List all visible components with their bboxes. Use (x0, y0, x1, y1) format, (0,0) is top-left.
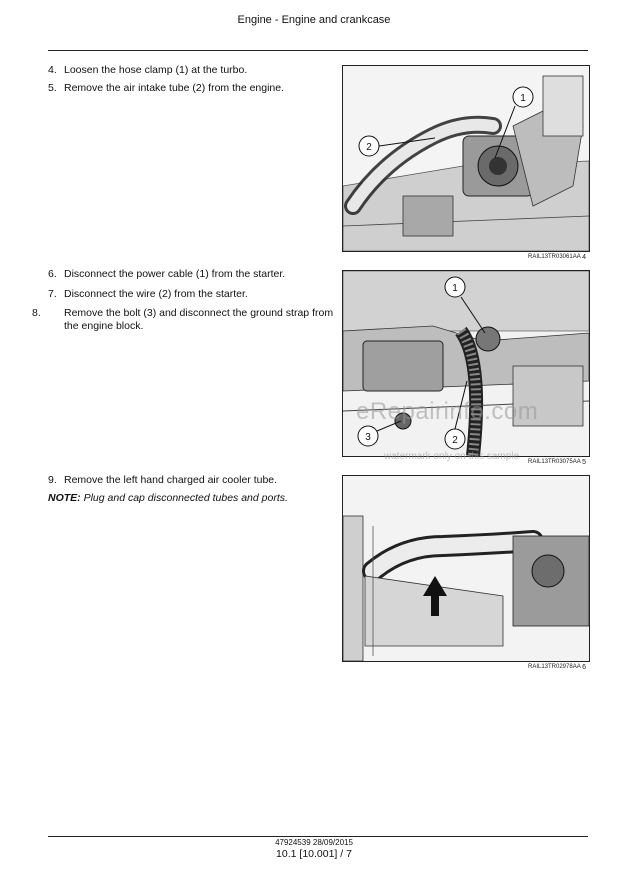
step-6 (48, 268, 328, 281)
footer-page-number: 10.1 [10.001] / 7 (276, 848, 352, 860)
step-8 (32, 307, 344, 333)
note-text: Plug and cap disconnected tubes and ports. (83, 492, 288, 504)
step-number: 5. (48, 82, 57, 94)
figure-6-charge-air-tube (342, 475, 590, 662)
step-text: Remove the air intake tube (2) from the engine. (64, 82, 285, 94)
figure-4-turbo-intake (342, 65, 590, 252)
step-number: 4. (48, 64, 57, 76)
header-divider (48, 50, 588, 51)
figure-index: 5 (582, 459, 586, 466)
step-text: Disconnect the power cable (1) from the starter. (64, 268, 286, 280)
step-5 (48, 82, 328, 95)
callout-label: 3 (365, 432, 371, 443)
note (48, 492, 328, 505)
step-number: 7. (48, 288, 57, 300)
step-text: Loosen the hose clamp (1) at the turbo. (64, 64, 248, 76)
page-header-title: Engine - Engine and crankcase (237, 14, 391, 26)
footer-divider (48, 836, 588, 837)
step-9 (48, 474, 328, 487)
step-number: 8. (32, 307, 41, 319)
footer-document-code: 47924539 28/09/2015 (275, 838, 353, 847)
step-number: 9. (48, 474, 57, 486)
callout-label: 1 (452, 283, 458, 294)
step-4 (48, 64, 328, 77)
callout-label: 1 (520, 93, 526, 104)
callout-label: 2 (366, 142, 372, 153)
step-7 (48, 288, 328, 301)
callout-label: 2 (452, 435, 458, 446)
step-text: Remove the bolt (3) and disconnect the ground strap from the engine block. (64, 307, 334, 332)
step-text: Disconnect the wire (2) from the starter. (64, 288, 248, 300)
figure-5-starter (342, 270, 590, 457)
step-text: Remove the left hand charged air cooler tube. (64, 474, 278, 486)
figure-index: 6 (582, 664, 586, 671)
figure-code: RAIL13TR03075AA (528, 459, 581, 465)
step-number: 6. (48, 268, 57, 280)
note-label: NOTE: (48, 492, 81, 504)
watermark-subtext: watermark only on this sample (384, 451, 520, 462)
figure-code: RAIL13TR02978AA (528, 664, 581, 670)
figure-index: 4 (582, 254, 586, 261)
figure-code: RAIL13TR03061AA (528, 254, 581, 260)
watermark-text: eRepairinfo.com (356, 398, 539, 425)
